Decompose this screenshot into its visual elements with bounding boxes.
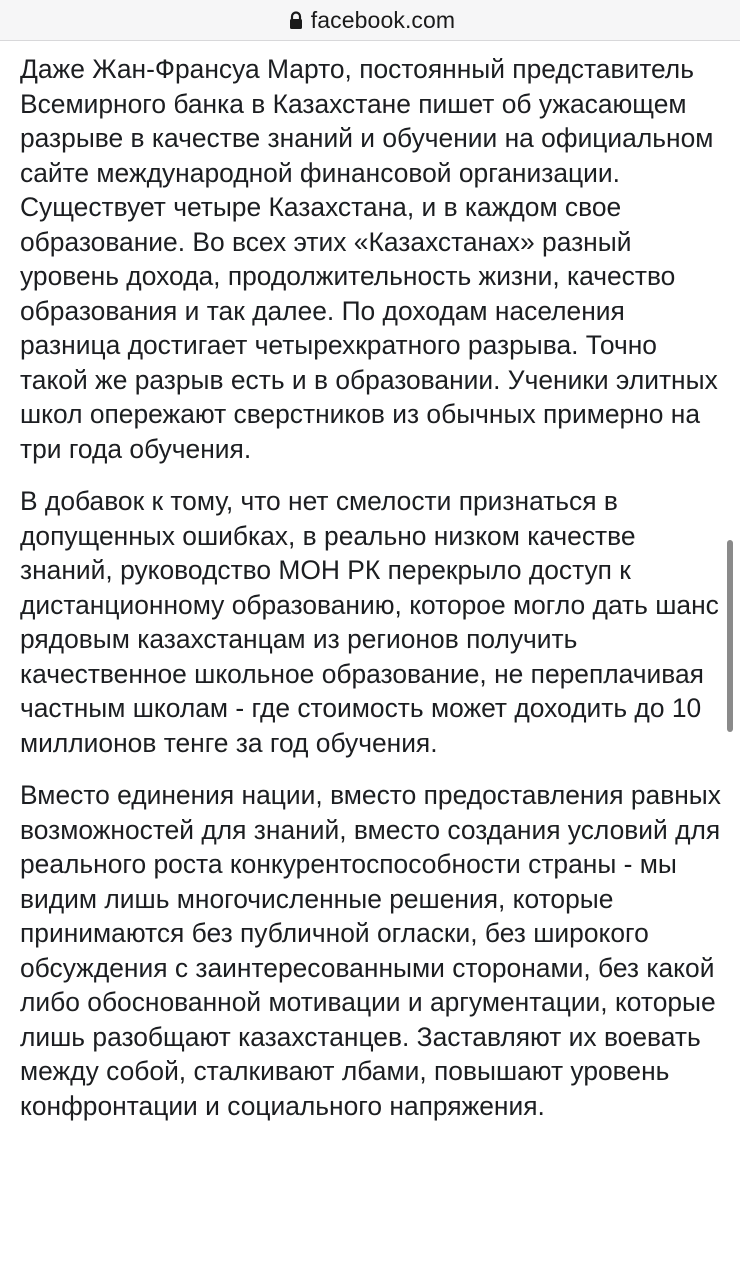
- address-bar[interactable]: [0, 0, 740, 41]
- address-domain: facebook.com: [310, 6, 456, 33]
- post-paragraph: Даже Жан-Франсуа Марто, постоянный представитель Всемирного банка в Казахстане пишет об ужасающем разрыве в качестве знаний и обучении на официальном сайте международной финансовой организации. Существует четыре Казахстана, и в каждом свое образование. Во всех этих «Казахстанах» разный уровень дохода, продолжительность жизни, качество образования и так далее. По доходам населения разница достигает четырехкратного разрыва. Точно такой же разрыв есть и в образовании. Ученики элитных школ опережают сверстников из обычных примерно на три года обучения.: [20, 54, 718, 464]
- post-paragraph: Вместо единения нации, вместо предоставления равных возможностей для знаний, вместо создания условий для реального роста конкурентоспособности страны - мы видим лишь многочисленные решения, которые принимаются без публичной огласки, без широкого обсуждения с заинтересованными сторонами, без какой либо обоснованной мотивации и аргументации, которые лишь разобщают казахстанцев. Заставляют их воевать между собой, сталкивают лбами, повышают уровень конфронтации и социального напряжения.: [20, 780, 721, 1121]
- lock-icon: [285, 9, 307, 31]
- post-text: [20, 52, 725, 1141]
- scrollbar-thumb[interactable]: [727, 540, 733, 732]
- post-paragraph: В добавок к тому, что нет смелости признаться в допущенных ошибках, в реально низком качестве знаний, руководство МОН РК перекрыло доступ к дистанционному образованию, которое могло дать шанс рядовым казахстанцам из регионов получить качественное школьное образование, не переплачивая частным школам - где стоимость может доходить до 10 миллионов тенге за год обучения.: [20, 486, 719, 758]
